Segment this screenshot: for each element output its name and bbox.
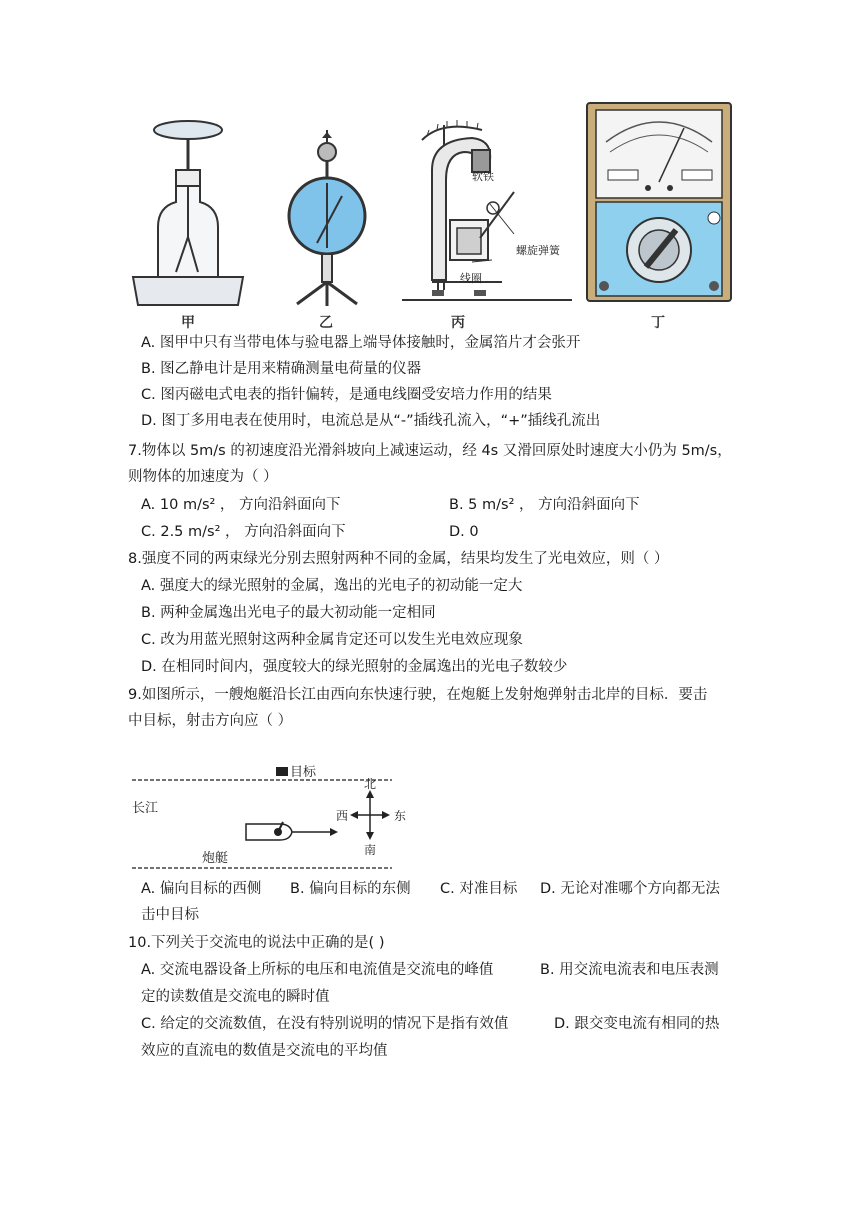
q9-option-a[interactable]: A. 偏向目标的西侧 (141, 881, 262, 897)
q6-option-a[interactable]: A. 图甲中只有当带电体与验电器上端导体接触时，金属箔片才会张开 (141, 335, 581, 351)
boat-label: 炮艇 (202, 851, 229, 866)
q7-option-d[interactable]: D. 0 (449, 524, 479, 540)
q8-option-a[interactable]: A. 强度大的绿光照射的金属，逸出的光电子的初动能一定大 (141, 578, 523, 594)
spring-label: 螺旋弹簧 (516, 244, 560, 257)
coil-label: 线圈 (460, 272, 482, 285)
q8-option-b[interactable]: B. 两种金属逸出光电子的最大初动能一定相同 (141, 605, 436, 621)
electrometer-figure (282, 128, 372, 313)
river-gunboat-figure (130, 760, 430, 875)
q10-option-d-cont: 效应的直流电的数值是交流电的平均值 (141, 1043, 388, 1059)
west-label: 西 (336, 809, 349, 823)
electroscope-figure (128, 112, 248, 312)
q9-option-c[interactable]: C. 对准目标 (440, 881, 518, 897)
south-label: 南 (364, 843, 377, 857)
q10-option-a[interactable]: A. 交流电器设备上所标的电压和电流值是交流电的峰值 (141, 962, 494, 978)
q6-option-d[interactable]: D. 图丁多用电表在使用时，电流总是从“-”插线孔流入，“+”插线孔流出 (141, 413, 601, 429)
river-label: 长江 (132, 801, 159, 816)
soft-iron-label: 软铁 (472, 170, 494, 183)
multimeter-figure (586, 102, 732, 302)
north-label: 北 (364, 777, 377, 791)
east-label: 东 (394, 809, 407, 823)
q8-option-c[interactable]: C. 改为用蓝光照射这两种金属肯定还可以发生光电效应现象 (141, 632, 523, 648)
q10-option-b[interactable]: B. 用交流电流表和电压表测 (540, 962, 719, 978)
q7-option-a[interactable]: A. 10 m/s² ， 方向沿斜面向下 (141, 497, 341, 513)
q10-option-c[interactable]: C. 给定的交流数值，在没有特别说明的情况下是指有效值 (141, 1016, 509, 1032)
q9-option-d-cont: 击中目标 (141, 907, 199, 923)
q8-stem: 8.强度不同的两束绿光分别去照射两种不同的金属，结果均发生了光电效应，则（ ） (128, 551, 669, 567)
target-marker (276, 767, 288, 776)
moving-coil-meter-figure (402, 110, 582, 310)
q9-option-b[interactable]: B. 偏向目标的东侧 (290, 881, 411, 897)
q6-option-b[interactable]: B. 图乙静电计是用来精确测量电荷量的仪器 (141, 361, 422, 377)
q10-option-b-cont: 定的读数值是交流电的瞬时值 (141, 989, 330, 1005)
q9-stem-line2: 中目标，射击方向应（ ） (128, 713, 293, 729)
q6-option-c[interactable]: C. 图丙磁电式电表的指针偏转，是通电线圈受安培力作用的结果 (141, 387, 552, 403)
q10-stem: 10.下列关于交流电的说法中正确的是( ) (128, 935, 385, 951)
q7-stem-line2: 则物体的加速度为（ ） (128, 469, 278, 485)
caption-jia: 甲 (181, 315, 195, 331)
q10-option-d[interactable]: D. 跟交变电流有相同的热 (554, 1016, 720, 1032)
caption-yi: 乙 (319, 315, 333, 331)
caption-ding: 丁 (651, 315, 665, 331)
q9-stem-line1: 9.如图所示，一艘炮艇沿长江由西向东快速行驶，在炮艇上发射炮弹射击北岸的目标．要击 (128, 687, 708, 703)
gunboat-icon (246, 824, 292, 840)
compass-rose (356, 796, 384, 834)
q9-option-d[interactable]: D. 无论对准哪个方向都无法 (540, 881, 720, 897)
q7-option-b[interactable]: B. 5 m/s² ， 方向沿斜面向下 (449, 497, 640, 513)
target-label: 目标 (290, 765, 317, 780)
q7-option-c[interactable]: C. 2.5 m/s² ， 方向沿斜面向下 (141, 524, 346, 540)
velocity-arrow (330, 828, 338, 836)
q8-option-d[interactable]: D. 在相同时间内，强度较大的绿光照射的金属逸出的光电子数较少 (141, 659, 568, 675)
q7-stem-line1: 7.物体以 5m/s 的初速度沿光滑斜坡向上减速运动，经 4s 又滑回原处时速度大小仍为 5m/s， (128, 443, 732, 459)
caption-bing: 丙 (451, 315, 465, 331)
